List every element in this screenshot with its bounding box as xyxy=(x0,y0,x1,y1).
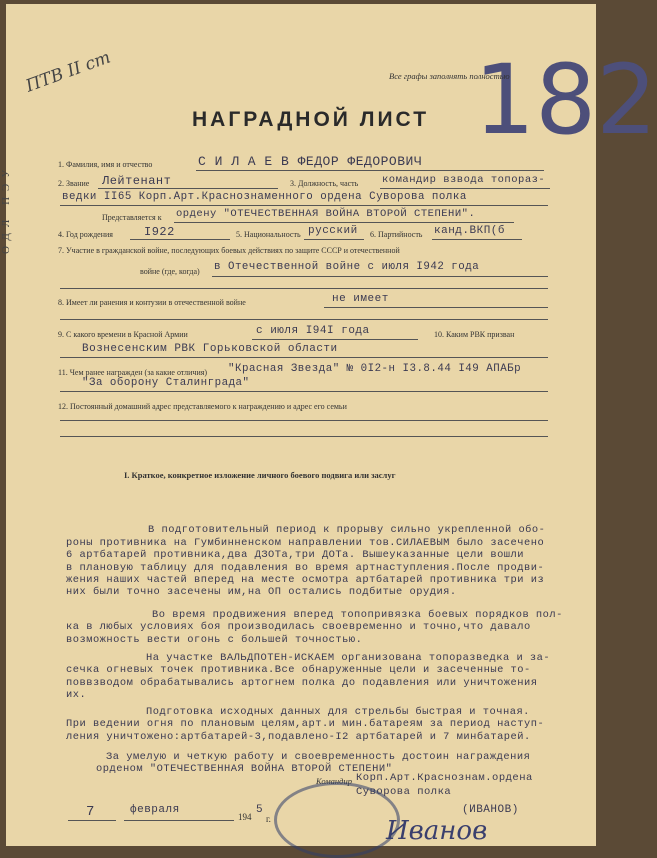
f9-label: 9. С какого времени в Красной Армии xyxy=(58,330,188,339)
commander-label: Командир xyxy=(316,776,352,786)
f4-label: 4. Год рождения xyxy=(58,230,113,239)
body-line: Подготовка исходных данных для стрельбы быстрая и точная. xyxy=(146,705,530,718)
f6-value: канд.ВКП(б xyxy=(434,225,506,237)
body-line: поввзводом обрабатывались артогнем полка до подавления или уничтожения xyxy=(66,676,538,689)
date-day: 7 xyxy=(86,804,95,820)
award-sheet-page xyxy=(0,4,657,846)
body-line: 6 артбатарей противника,два ДЗОТа,три ДОТа. Вышеуказанные цели вошли xyxy=(66,549,525,562)
body-line: На участке ВАЛЬДПОТЕН-ИСКАЕМ организована топоразведка и за- xyxy=(146,652,551,665)
body-line: ка в любых условиях боя производилась своевременно и точно,что давало xyxy=(66,621,531,634)
commander-name: (ИВАНОВ) xyxy=(462,804,519,816)
f1-value: С И Л А Е В ФЕДОР ФЕДОРОВИЧ xyxy=(198,154,423,169)
f12-label: 12. Постоянный домашний адрес представляемого к награждению и адрес его семьи xyxy=(58,402,347,411)
commander-unit: Корп.Арт.Краснознам.ордена xyxy=(356,772,533,784)
body-line: За умелую и четкую работу и своевременность достоин награждения xyxy=(106,750,531,763)
body-line: в плановую таблицу для подавления во время артнаступления.После продви- xyxy=(66,561,545,574)
body-line: В подготовительный период к прорыву сильно укрепленной обо- xyxy=(148,524,546,537)
body-line: сечка огневых точек противника.Все обнаруженные цели и засеченные то- xyxy=(66,664,531,677)
presented-label: Представляется к xyxy=(102,213,162,222)
body-line: ления уничтожено:артбатарей-3,подавлено-I2 артбатарей и 7 минбатарей. xyxy=(66,730,531,743)
f10-value: Вознесенским РВК Горьковской области xyxy=(82,343,338,355)
f7-label: 7. Участие в гражданской войне, последующих боевых действиях по защите СССР и отечественной xyxy=(58,246,400,255)
official-stamp xyxy=(274,782,400,858)
handwritten-note-left: ПТВ II ст xyxy=(23,47,114,97)
f4-value: I922 xyxy=(144,225,175,239)
date-year-suffix: 5 xyxy=(256,804,264,816)
f3-value: командир взвода топораз- xyxy=(382,174,546,186)
date-year-prefix: 194 xyxy=(238,812,252,822)
body-line: орденом "ОТЕЧЕСТВЕННАЯ ВОЙНА ВТОРОЙ СТЕПЕНИ" xyxy=(96,763,393,776)
page-title: НАГРАДНОЙ ЛИСТ xyxy=(192,108,430,131)
body-line: роны противника на Гумбинненском направлении тов.СИЛАЕВЫМ было засечено xyxy=(66,536,545,549)
f1-label: 1. Фамилия, имя и отчество xyxy=(58,160,153,169)
body-line: Во время продвижения вперед топопривязка боевых порядков пол- xyxy=(152,608,563,621)
body-line: них были точно засечены им,на ОП остались подбитые орудия. xyxy=(66,586,457,599)
date-year-abbr: г. xyxy=(266,814,271,824)
f11-label: 11. Чем ранее награжден (за какие отличия) xyxy=(58,368,208,377)
commander-signature: Иванов xyxy=(386,816,488,846)
body-line: При ведении огня по плановым целям,арт.и мин.батареям за период наступ- xyxy=(66,718,545,731)
margin-text: ОДЛ ПЭУ xyxy=(0,163,12,254)
f2-value: Лейтенант xyxy=(102,174,172,188)
f8-label: 8. Имеет ли ранения и контузии в отечественной войне xyxy=(58,298,246,307)
body-line: их. xyxy=(66,689,87,702)
f10-label: 10. Каким РВК призван xyxy=(434,330,515,339)
all-fields-note: Все графы заполнять полностью xyxy=(389,71,510,81)
f3-label: 3. Должность, часть xyxy=(290,179,359,188)
date-month: февраля xyxy=(130,804,180,816)
f3-value-continued: ведки II65 Корп.Арт.Краснознаменного ордена Суворова полка xyxy=(62,191,467,203)
body-line: жения наших частей вперед на месте осмотра артбатарей противника три из xyxy=(66,574,545,587)
f2-label: 2. Звание xyxy=(58,179,90,188)
f5-label: 5. Национальность xyxy=(236,230,301,239)
f9-value: с июля I94I года xyxy=(256,325,370,337)
handwritten-number: 182 xyxy=(474,44,657,156)
f8-value: не имеет xyxy=(332,293,389,305)
body-line: возможность вести огонь с большей точностью. xyxy=(66,633,363,646)
commander-unit-continued: Суворова полка xyxy=(356,786,452,798)
f6-label: 6. Партийность xyxy=(370,230,423,239)
f7-label-continued: войне (где, когда) xyxy=(140,267,200,276)
f7-value: в Отечественной войне с июля I942 года xyxy=(214,261,480,273)
body-text xyxy=(66,512,563,801)
section-title: I. Краткое, конкретное изложение личного боевого подвига или заслуг xyxy=(124,470,396,480)
presented-value: ордену "ОТЕЧЕСТВЕННАЯ ВОЙНА ВТОРОЙ СТЕПЕНИ". xyxy=(176,208,476,220)
f11-value-continued: "За оборону Сталинграда" xyxy=(82,377,250,389)
f11-value: "Красная Звезда" № 0I2-н I3.8.44 I49 АПАБр xyxy=(228,363,522,375)
f5-value: русский xyxy=(308,225,358,237)
